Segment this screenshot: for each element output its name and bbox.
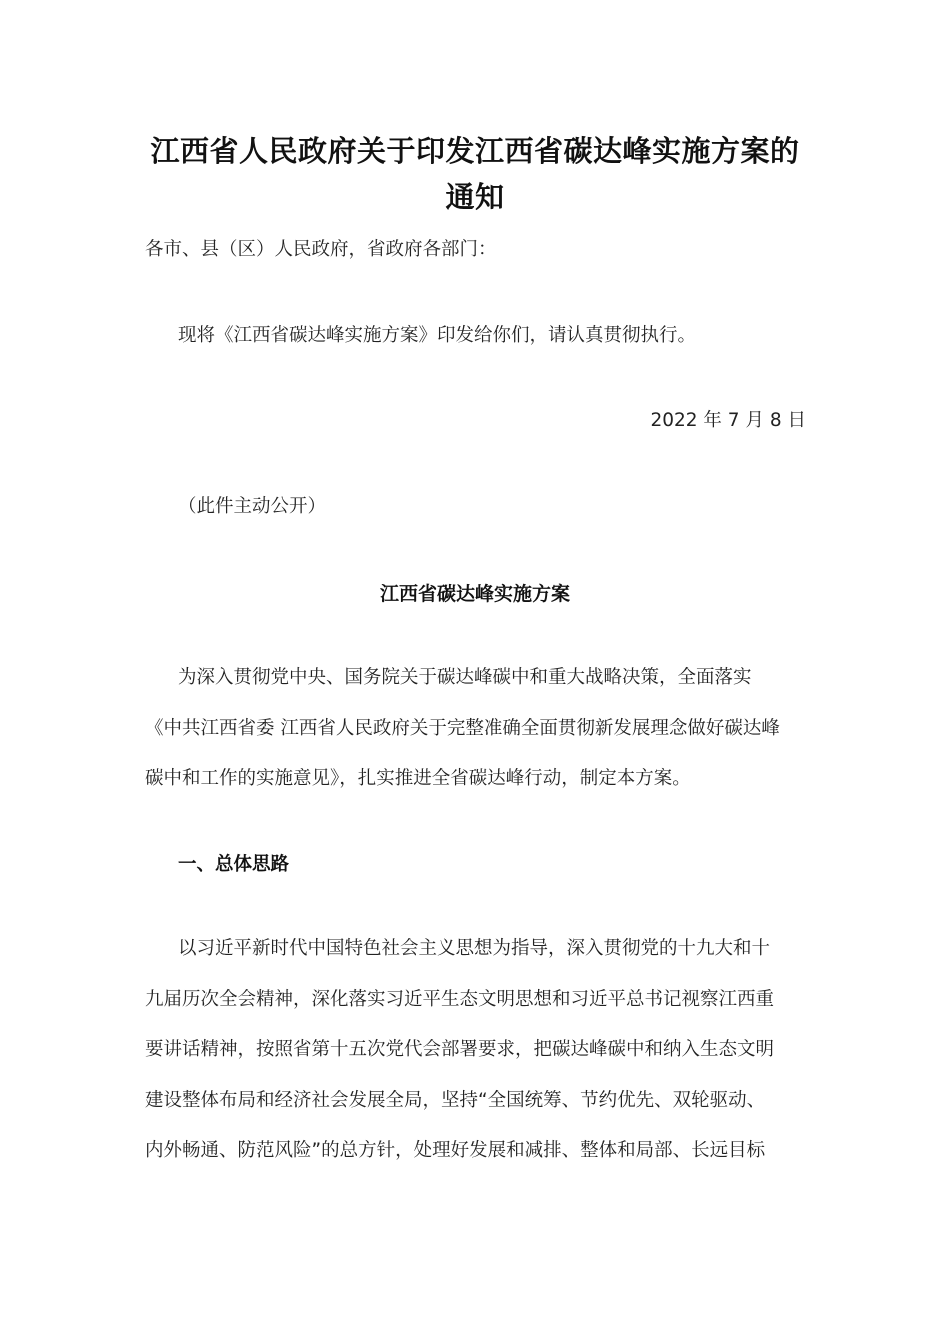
paragraph-line: 九届历次全会精神，深化落实习近平生态文明思想和习近平总书记视察江西重 (145, 988, 775, 1010)
paragraph-line: 要讲话精神，按照省第十五次党代会部署要求，把碳达峰碳中和纳入生态文明 (145, 1039, 775, 1060)
intro-paragraph (145, 653, 817, 805)
section-heading: 一、总体思路 (178, 854, 290, 875)
paragraph-line: 《中共江西省委 江西省人民政府关于完整准确全面贯彻新发展理念做好碳达峰 (145, 717, 780, 739)
salutation: 各市、县（区）人民政府，省政府各部门： (145, 239, 497, 260)
paragraph-line: 为深入贯彻党中央、国务院关于碳达峰碳中和重大战略决策，全面落实 (178, 667, 752, 688)
paragraph-line: 内外畅通、防范风险”的总方针，处理好发展和减排、整体和局部、长远目标 (145, 1140, 766, 1161)
notice-date: 2022 年 7 月 8 日 (650, 410, 806, 431)
paragraph-line: 碳中和工作的实施意见》，扎实推进全省碳达峰行动，制定本方案。 (145, 768, 691, 789)
disclosure-note: （此件主动公开） (178, 496, 327, 517)
notice-title: 江西省人民政府关于印发江西省碳达峰实施方案的通知 (150, 134, 800, 214)
plan-title: 江西省碳达峰实施方案 (379, 583, 570, 605)
paragraph-line: 建设整体布局和经济社会发展全局，坚持“全国统筹、节约优先、双轮驱动、 (145, 1089, 766, 1111)
guiding-paragraph (145, 924, 817, 1177)
notice-body: 现将《江西省碳达峰实施方案》印发给你们，请认真贯彻执行。 (178, 325, 697, 346)
paragraph-line: 以习近平新时代中国特色社会主义思想为指导，深入贯彻党的十九大和十 (178, 938, 771, 959)
